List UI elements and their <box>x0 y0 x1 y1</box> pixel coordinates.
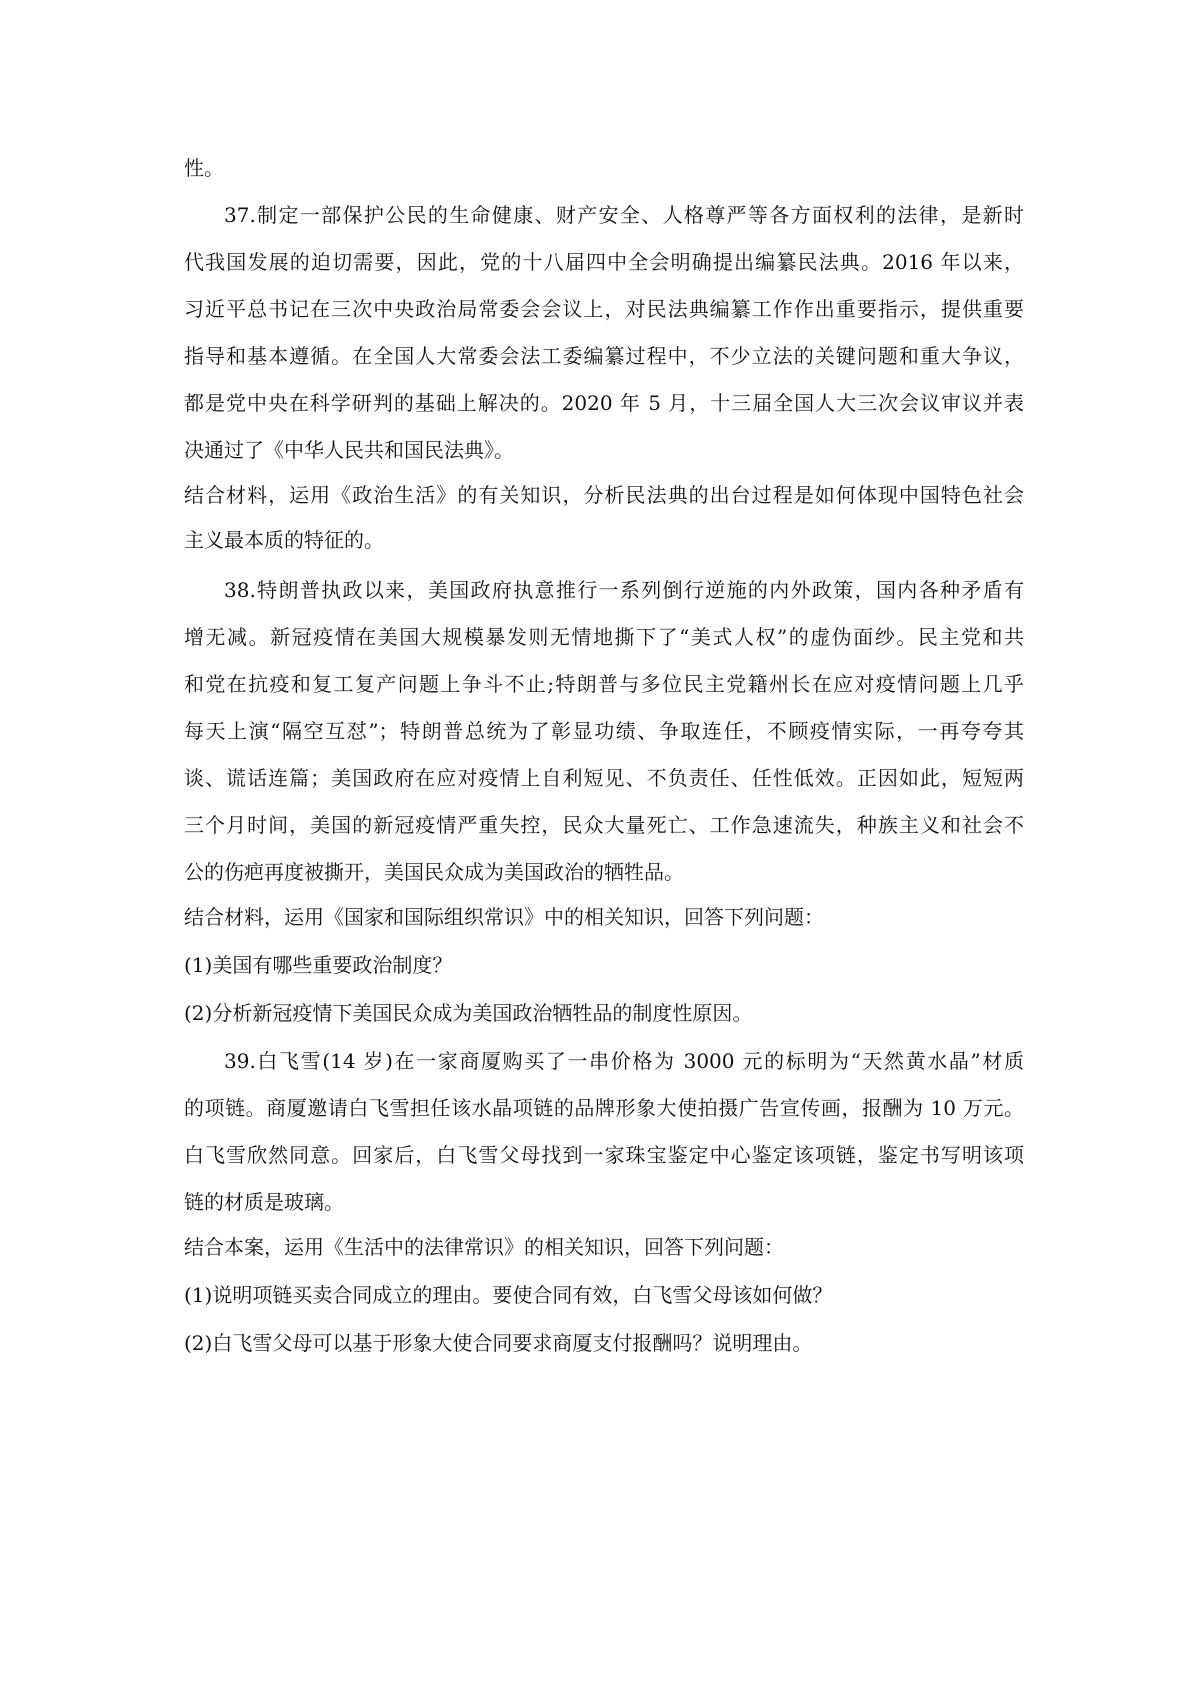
question-39-line: 39.白飞雪(14 岁)在一家商厦购买了一串价格为 3000 元的标明为“天然黄水晶”材质 <box>224 1049 1024 1073</box>
sub-question-line: (1)说明项链买卖合同成立的理由。要使合同有效，白飞雪父母该如何做？ <box>184 1283 833 1307</box>
text-line: 链的材质是玻璃。 <box>184 1190 344 1214</box>
text-line: 的项链。商厦邀请白飞雪担任该水晶项链的品牌形象大使拍摄广告宣传画，报酬为 10 万元。 <box>184 1096 1024 1120</box>
question-37-line: 37.制定一部保护公民的生命健康、财产安全、人格尊严等各方面权利的法律，是新时 <box>224 203 1024 227</box>
text-line: 性。 <box>184 156 224 180</box>
text-line: 增无减。新冠疫情在美国大规模暴发则无情地撕下了“美式人权”的虚伪面纱。民主党和共 <box>184 625 1024 649</box>
text-line: 习近平总书记在三次中央政治局常委会会议上，对民法典编纂工作作出重要指示，提供重要 <box>184 297 1024 321</box>
sub-question-line: (2)分析新冠疫情下美国民众成为美国政治牺牲品的制度性原因。 <box>184 1001 753 1025</box>
question-38-line: 38.特朗普执政以来，美国政府执意推行一系列倒行逆施的内外政策，国内各种矛盾有 <box>224 578 1024 602</box>
text-line: 每天上演“隔空互怼”；特朗普总统为了彰显功绩、争取连任，不顾疫情实际，一再夸夸其 <box>184 719 1024 743</box>
text-line: 都是党中央在科学研判的基础上解决的。2020 年 5 月，十三届全国人大三次会议审议并表 <box>184 391 1024 415</box>
sub-question-line: (2)白飞雪父母可以基于形象大使合同要求商厦支付报酬吗？说明理由。 <box>184 1331 813 1355</box>
text-line: 和党在抗疫和复工复产问题上争斗不止;特朗普与多位民主党籍州长在应对疫情问题上几乎 <box>184 672 1024 696</box>
text-line: 决通过了《中华人民共和国民法典》。 <box>184 438 514 462</box>
text-line: 公的伤疤再度被撕开，美国民众成为美国政治的牺牲品。 <box>184 860 684 884</box>
question-prompt-line: 结合材料，运用《政治生活》的有关知识，分析民法典的出台过程是如何体现中国特色社会 <box>184 483 1024 507</box>
sub-question-line: (1)美国有哪些重要政治制度？ <box>184 953 453 977</box>
text-line: 代我国发展的迫切需要，因此，党的十八届四中全会明确提出编纂民法典。2016 年以来， <box>184 250 1024 274</box>
text-line: 三个月时间，美国的新冠疫情严重失控，民众大量死亡、工作急速流失，种族主义和社会不 <box>184 813 1024 837</box>
question-prompt-line: 结合材料，运用《国家和国际组织常识》中的相关知识，回答下列问题： <box>184 905 824 929</box>
question-prompt-line: 主义最本质的特征的。 <box>184 528 384 552</box>
text-line: 谈、谎话连篇；美国政府在应对疫情上自利短见、不负责任、任性低效。正因如此，短短两 <box>184 766 1024 790</box>
question-prompt-line: 结合本案，运用《生活中的法律常识》的相关知识，回答下列问题： <box>184 1235 784 1259</box>
text-line: 白飞雪欣然同意。回家后，白飞雪父母找到一家珠宝鉴定中心鉴定该项链，鉴定书写明该项 <box>184 1143 1024 1167</box>
text-line: 指导和基本遵循。在全国人大常委会法工委编纂过程中，不少立法的关键问题和重大争议， <box>184 344 1024 368</box>
